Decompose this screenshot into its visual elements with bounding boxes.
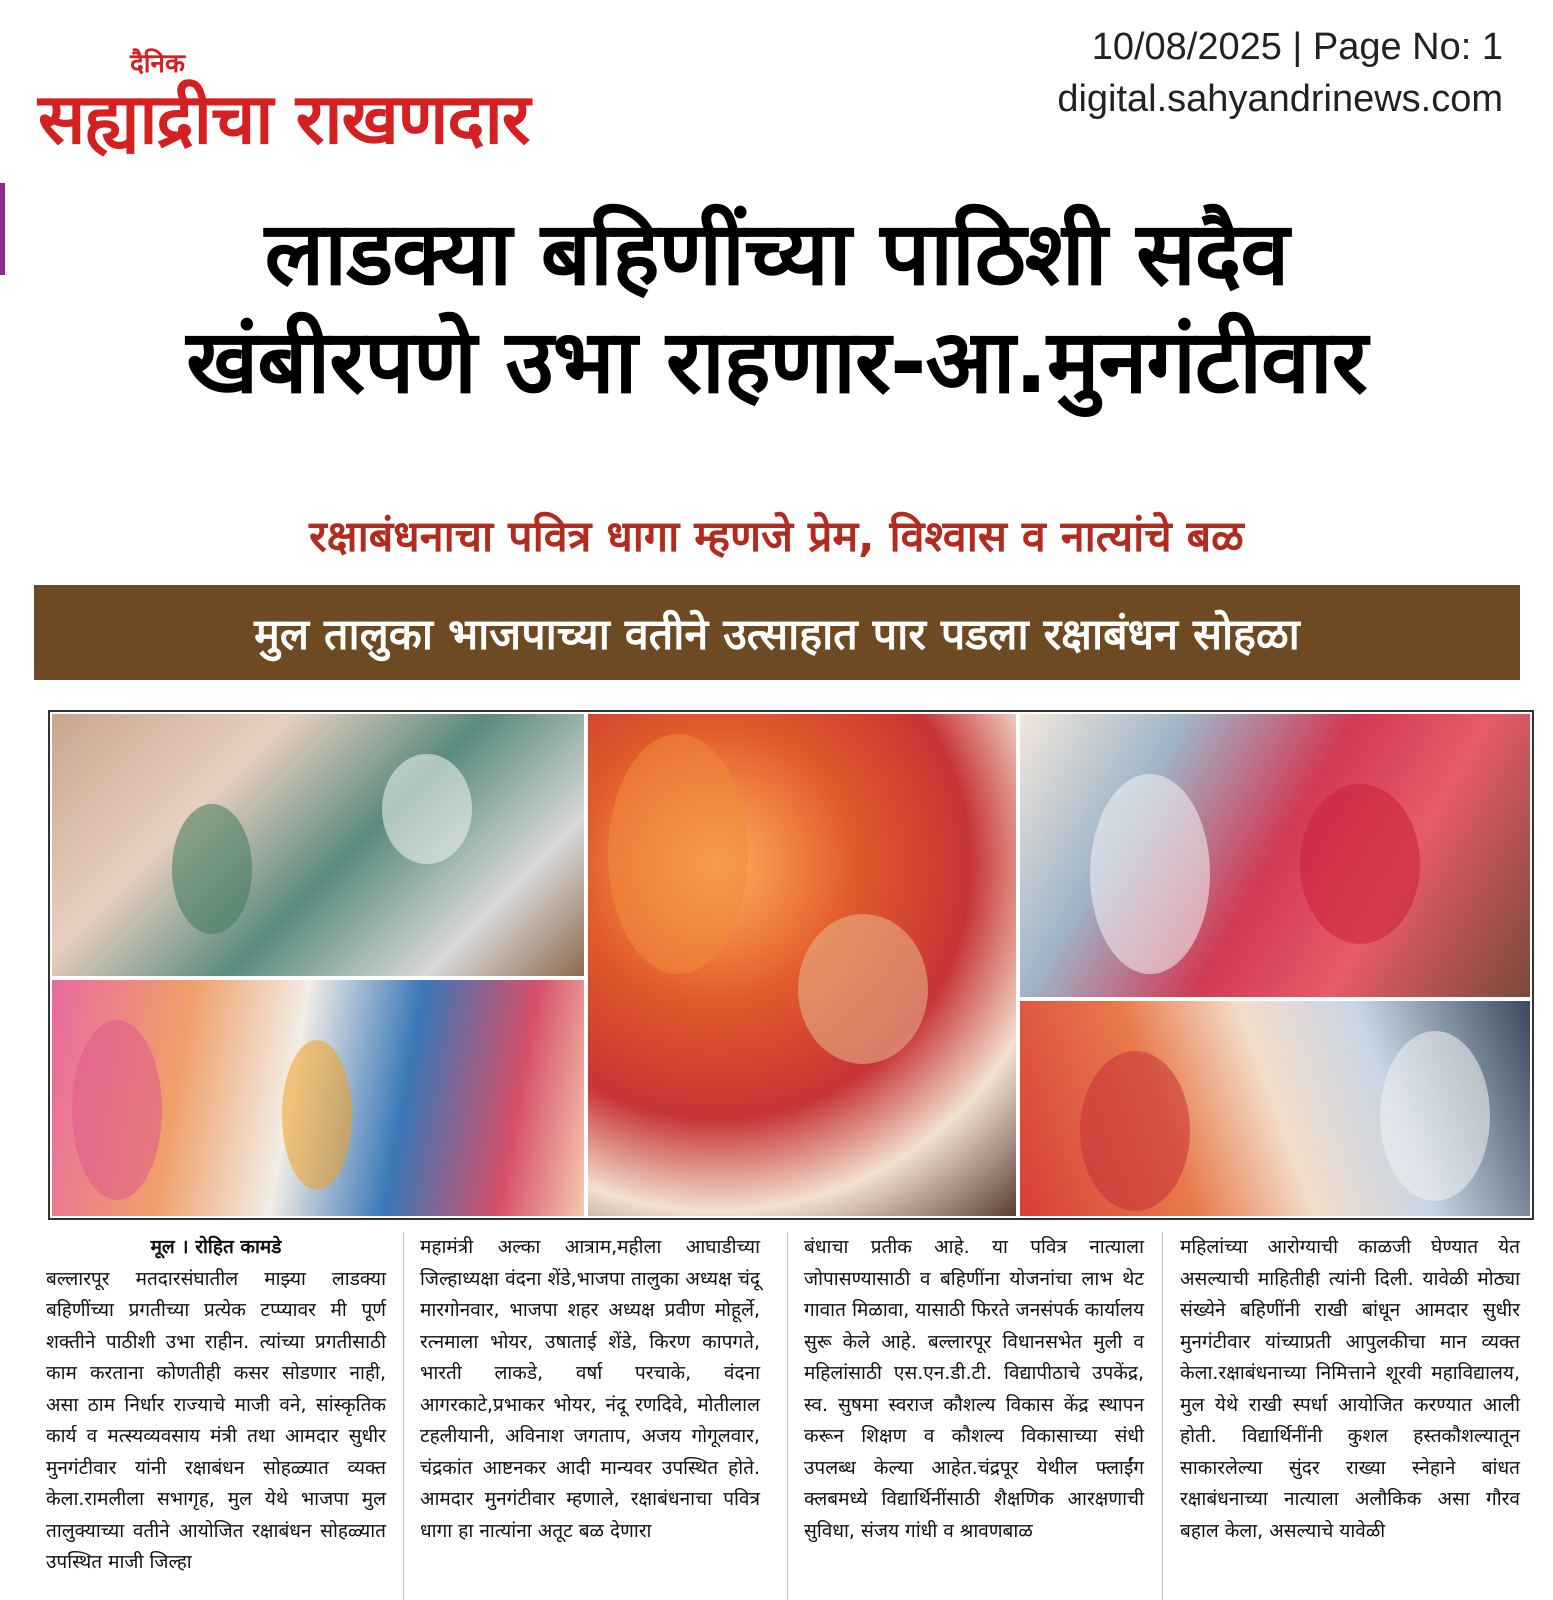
headline-line-2: खंबीरपणे उभा राहणार-आ.मुनगंटीवार — [186, 310, 1367, 413]
photo-tilak-ceremony — [1018, 712, 1532, 999]
dateline: 10/08/2025 | Page No: 1 — [1091, 26, 1503, 68]
article-column-4: महिलांच्या आरोग्याची काळजी घेण्यात येत असल्याची माहितीही त्यांनी दिली. यावेळी मोठ्या संख्येने बहिणींनी राखी बांधून आमदार सुधीर मुनगंटीवार यांच्याप्रती आपुलकीचा मान व्यक्त केला.रक्षाबंधनाच्या निमित्ताने शूरवी महाविद्यालय, मुल येथे राखी स्पर्धा आयोजित करण्यात आली होती. विद्यार्थिनींनी कुशल हस्तकौशल्यातून साकारलेल्या सुंदर राख्या स्नेहाने बांधत रक्षाबंधनाच्या नात्याला अलौकिक असा गौरव बहाल केला, असल्याचे यावेळी — [1180, 1236, 1520, 1542]
page-meta — [1057, 22, 1503, 126]
photo-collage — [48, 710, 1534, 1220]
masthead-daily: दैनिक — [130, 49, 185, 79]
photo-rakhi-tying-elderly-women — [50, 712, 586, 978]
article-column-1-text: बल्लारपूर मतदारसंघातील माझ्या लाडक्या बहिणींच्या प्रगतीच्या प्रत्येक टप्प्यावर मी पूर्ण शक्तीने पाठीशी उभा राहीन. त्यांच्या प्रगतीसाठी काम करताना कोणतीही कसर सोडणार नाही, असा ठाम निर्धार राज्याचे माजी वने, सांस्कृतिक कार्य व मत्स्यव्यवसाय मंत्री तथा आमदार सुधीर मुनगंटीवार यांनी रक्षाबंधन सोहळ्यात व्यक्त केला.रामलीला सभागृह, मुल येथे भाजपा मुल तालुक्याच्या वतीने आयोजित रक्षाबंधन सोहळ्यात उपस्थित माजी जिल्हा — [46, 1267, 386, 1573]
article-byline: मूल । रोहित कामडे — [150, 1236, 282, 1258]
subhead: रक्षाबंधनाचा पवित्र धागा म्हणजे प्रेम, विश्वास व नात्यांचे बळ — [309, 512, 1244, 562]
masthead-logo: सह्याद्रीचा राखणदार — [38, 78, 530, 160]
headline — [30, 200, 1523, 416]
article-column-3: बंधाचा प्रतीक आहे. या पवित्र नात्याला जोपासण्यासाठी व बहिणींना योजनांचा लाभ थेट गावात मिळावा, यासाठी फिरते जनसंपर्क कार्यालय सुरू केले आहे. बल्लारपूर विधानसभेत मुली व महिलांसाठी एस.एन.डी.टी. विद्यापीठाचे उपकेंद्र, स्व. सुषमा स्वराज कौशल्य विकास केंद्र स्थापन करून शिक्षण व कौशल्य विकासाच्या संधी उपलब्ध केल्या आहेत.चंद्रपूर येथील फ्लाईंग क्लबमध्ये विद्यार्थिनींसाठी शैक्षणिक आरक्षणाची सुविधा, संजय गांधी व श्रावणबाळ — [804, 1236, 1144, 1542]
site-url: digital.sahyandrinews.com — [1057, 78, 1503, 120]
article-column-2: महामंत्री अल्का आत्राम,महीला आघाडीच्या जिल्हाध्यक्षा वंदना शेंडे,भाजपा तालुका अध्यक्ष चंदू मारगोनवार, भाजपा शहर अध्यक्ष प्रवीण मोहूर्ले, रत्नमाला भोयर, उषाताई शेंडे, किरण कापगते, भारती लाकडे, वर्षा परचाके, वंदना आगरकाटे,प्रभाकर भोयर, नंदू रणदिवे, मोतीलाल टहलीयानी, अविनाश जगताप, अजय गोगूलवार, चंद्रकांत आष्टनकर आदी मान्यवर उपस्थित होते. आमदार मुनगंटीवार म्हणाले, रक्षाबंधनाचा पवित्र धागा हा नात्यांना अतूट बळ देणारा — [420, 1236, 760, 1542]
headline-line-1: लाडक्या बहिणींच्या पाठिशी सदैव — [264, 202, 1289, 305]
article-column-1 — [46, 1232, 386, 1579]
photo-rakhi-tying-women — [1018, 999, 1532, 1218]
photo-group-with-garland — [50, 978, 586, 1218]
masthead — [38, 40, 798, 160]
left-accent-bar — [0, 183, 5, 275]
banner-text: मुल तालुका भाजपाच्या वतीने उत्साहात पार पडला रक्षाबंधन सोहळा — [254, 610, 1300, 660]
photo-holding-rakhis — [586, 712, 1018, 1218]
banner — [34, 585, 1520, 680]
article-body — [46, 1232, 1526, 1600]
